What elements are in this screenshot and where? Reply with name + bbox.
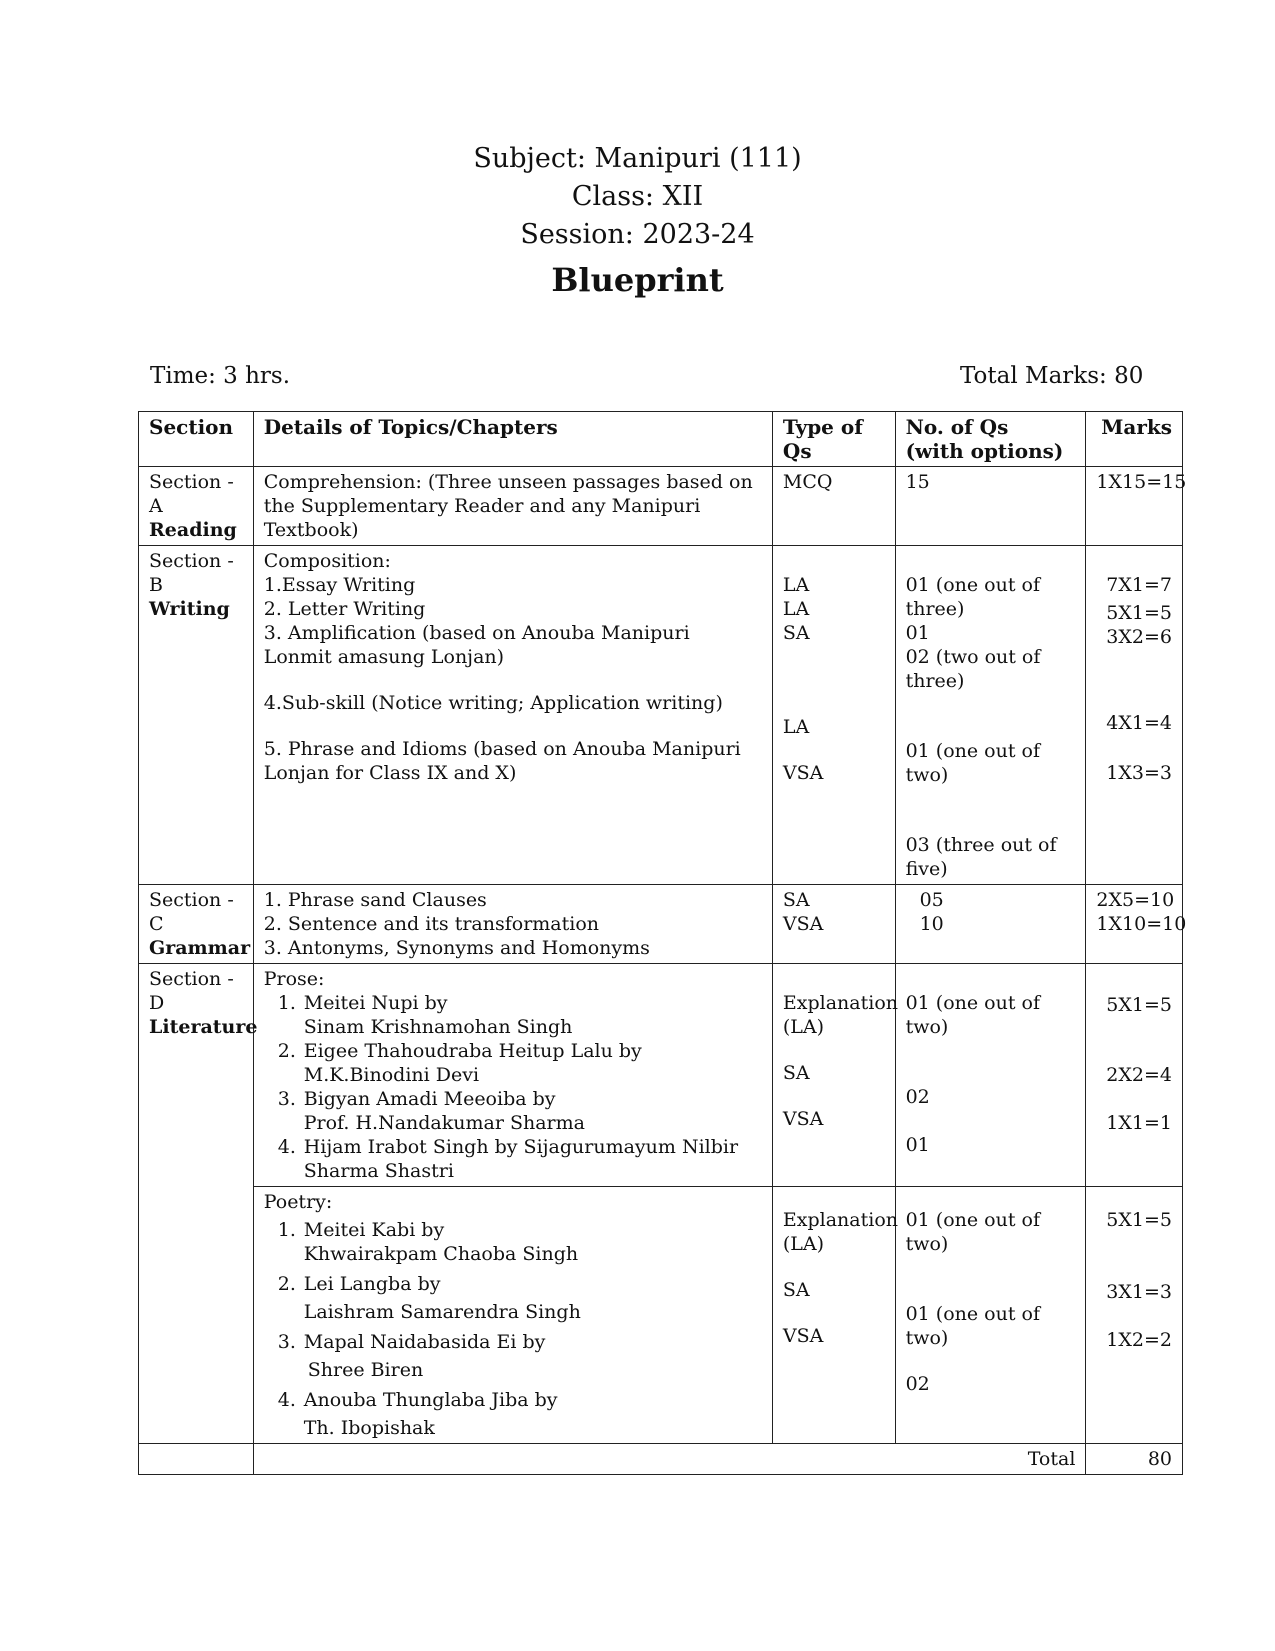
prose-item-1-line2: Sinam Krishnamohan Singh xyxy=(303,1016,573,1038)
prose-item-3-line2: Prof. H.Nandakumar Sharma xyxy=(303,1112,585,1134)
prose-item-4-num: 4. xyxy=(277,1136,296,1158)
section-c-marks1: 2X5=10 xyxy=(1096,889,1175,911)
poetry-type1a: Explanation xyxy=(782,1209,898,1231)
section-d-poetry-details xyxy=(253,1187,772,1444)
section-c-marks2: 1X10=10 xyxy=(1096,913,1187,935)
poetry-item-2-line2: Laishram Samarendra Singh xyxy=(303,1301,581,1323)
section-c-no2: 10 xyxy=(919,913,944,935)
section-c-nos xyxy=(895,885,1086,964)
section-b-types xyxy=(772,546,895,885)
section-b-type3: SA xyxy=(782,622,810,644)
class-line: Class: XII xyxy=(571,181,704,212)
poetry-item-3-line1: Mapal Naidabasida Ei by xyxy=(303,1331,546,1353)
section-b-no3: 02 (two out of three) xyxy=(905,646,1041,692)
poetry-type2: SA xyxy=(782,1279,810,1301)
poetry-item-2-line1: Lei Langba by xyxy=(303,1273,441,1295)
poetry-heading: Poetry: xyxy=(263,1191,333,1213)
section-d-label: Literature xyxy=(149,1016,258,1038)
section-a-cell xyxy=(139,467,254,546)
section-b-name: Section - B xyxy=(149,550,234,596)
poetry-item-4-num: 4. xyxy=(277,1389,296,1411)
section-b-type4: LA xyxy=(782,716,810,738)
poetry-marks2: 3X1=3 xyxy=(1106,1281,1172,1303)
table-row xyxy=(139,467,1183,546)
section-c-label: Grammar xyxy=(149,937,251,959)
section-b-item1: 1.Essay Writing xyxy=(263,574,416,596)
prose-marks3: 1X1=1 xyxy=(1106,1112,1172,1134)
poetry-type1b: (LA) xyxy=(782,1233,825,1255)
section-c-types xyxy=(772,885,895,964)
section-b-no4: 01 (one out of two) xyxy=(905,740,1040,786)
section-a-marks: 1X15=15 xyxy=(1086,467,1183,546)
poetry-item-1-num: 1. xyxy=(277,1219,296,1241)
section-b-no1: 01 (one out of three) xyxy=(905,574,1040,620)
poetry-item-3 xyxy=(264,1330,762,1382)
section-b-item2: 2. Letter Writing xyxy=(263,598,426,620)
section-c-type2: VSA xyxy=(782,913,824,935)
poetry-item-2 xyxy=(264,1272,762,1324)
poetry-item-1-line1: Meitei Kabi by xyxy=(303,1219,445,1241)
section-b-no2: 01 xyxy=(905,622,930,644)
poetry-item-1 xyxy=(264,1218,762,1266)
section-c-marks xyxy=(1086,885,1187,964)
section-b-item5a: 5. Phrase and Idioms (based on Anouba Manipuri xyxy=(263,738,741,760)
section-c-details xyxy=(253,885,772,964)
table-header-row xyxy=(139,412,1183,467)
prose-item-4-line2: Sharma Shastri xyxy=(303,1160,454,1182)
header-marks: Marks xyxy=(1086,412,1183,467)
poetry-item-4-line1: Anouba Thunglaba Jiba by xyxy=(303,1389,558,1411)
page-title: Blueprint xyxy=(551,261,724,299)
section-d-poetry-nos xyxy=(895,1187,1086,1444)
table-row xyxy=(139,1187,1183,1444)
section-d-prose-marks xyxy=(1086,964,1183,1187)
section-b-item4: 4.Sub-skill (Notice writing; Application writing) xyxy=(263,692,723,714)
prose-item-2-line2: M.K.Binodini Devi xyxy=(303,1064,480,1086)
prose-no3: 01 xyxy=(905,1134,930,1156)
prose-no1: 01 (one out of two) xyxy=(905,992,1040,1038)
prose-item-1 xyxy=(264,991,762,1039)
section-b-type1: LA xyxy=(782,574,810,596)
section-b-cell xyxy=(139,546,254,885)
table-row xyxy=(139,546,1183,885)
total-row xyxy=(139,1444,1183,1475)
section-b-item3a: 3. Amplification (based on Anouba Manipuri xyxy=(263,622,690,644)
blueprint-table xyxy=(138,411,1187,1475)
header-section: Section xyxy=(139,412,254,467)
section-b-item5b: Lonjan for Class IX and X) xyxy=(263,762,517,784)
total-empty-cell xyxy=(139,1444,254,1475)
section-b-marks4: 4X1=4 xyxy=(1106,712,1172,734)
section-c-item2: 2. Sentence and its transformation xyxy=(263,913,600,935)
header-details: Details of Topics/Chapters xyxy=(253,412,772,467)
prose-marks2: 2X2=4 xyxy=(1106,1064,1172,1086)
prose-type3: VSA xyxy=(782,1108,824,1130)
prose-item-3-line1: Bigyan Amadi Meeoiba by xyxy=(303,1088,556,1110)
section-a-no: 15 xyxy=(895,467,1086,546)
total-marks-label: Total Marks: 80 xyxy=(960,363,1144,389)
poetry-marks1: 5X1=5 xyxy=(1106,1209,1172,1231)
session-line: Session: 2023-24 xyxy=(520,219,755,250)
document-header xyxy=(0,140,1275,302)
poetry-type3: VSA xyxy=(782,1325,824,1347)
poetry-item-1-line2: Khwairakpam Chaoba Singh xyxy=(303,1243,579,1265)
prose-item-1-num: 1. xyxy=(277,992,296,1014)
section-c-name: Section - C xyxy=(149,889,234,935)
header-no-line2: (with options) xyxy=(905,439,1064,463)
prose-type1b: (LA) xyxy=(782,1016,825,1038)
prose-item-4-line1: Hijam Irabot Singh by Sijagurumayum Nilbir xyxy=(303,1136,739,1158)
poetry-item-3-num: 3. xyxy=(277,1331,296,1353)
prose-type1a: Explanation xyxy=(782,992,898,1014)
prose-item-1-line1: Meitei Nupi by xyxy=(303,992,448,1014)
header-no-line1: No. of Qs xyxy=(905,415,1009,439)
poetry-no1: 01 (one out of two) xyxy=(905,1209,1040,1255)
section-d-name: Section - D xyxy=(149,968,234,1014)
poetry-item-2-num: 2. xyxy=(277,1273,296,1295)
section-b-marks1: 7X1=7 xyxy=(1106,574,1172,596)
section-b-type5: VSA xyxy=(782,762,824,784)
prose-item-2-line1: Eigee Thahoudraba Heitup Lalu by xyxy=(303,1040,642,1062)
section-b-marks xyxy=(1086,546,1183,885)
section-b-marks2: 5X1=5 xyxy=(1106,602,1172,624)
section-d-poetry-types xyxy=(772,1187,898,1444)
section-a-details: Comprehension: (Three unseen passages based on the Supplementary Reader and any Manipuri Textbook) xyxy=(253,467,772,546)
section-d-poetry-marks xyxy=(1086,1187,1183,1444)
section-a-type: MCQ xyxy=(772,467,895,546)
poetry-item-4-line2: Th. Ibopishak xyxy=(303,1417,435,1439)
section-b-heading: Composition: xyxy=(263,550,391,572)
prose-item-4 xyxy=(264,1135,762,1183)
poetry-item-4 xyxy=(264,1388,762,1440)
section-b-marks3: 3X2=6 xyxy=(1106,626,1172,648)
poetry-item-3-line2: Shree Biren xyxy=(307,1359,424,1381)
prose-marks1: 5X1=5 xyxy=(1106,994,1172,1016)
section-b-details xyxy=(253,546,772,885)
header-type: Type of Qs xyxy=(772,412,895,467)
section-b-type2: LA xyxy=(782,598,810,620)
section-d-cell xyxy=(139,964,258,1444)
prose-item-3 xyxy=(264,1087,762,1135)
poetry-no3: 02 xyxy=(905,1373,930,1395)
section-d-prose-nos xyxy=(895,964,1086,1187)
prose-heading: Prose: xyxy=(263,968,325,990)
table-row xyxy=(139,964,1183,1187)
section-b-label: Writing xyxy=(149,598,230,620)
section-b-item3b: Lonmit amasung Lonjan) xyxy=(263,646,505,668)
subject-line: Subject: Manipuri (111) xyxy=(473,143,802,174)
section-a-label: Reading xyxy=(149,519,237,541)
header-no-of-qs xyxy=(895,412,1086,467)
prose-item-3-num: 3. xyxy=(277,1088,296,1110)
prose-type2: SA xyxy=(782,1062,810,1084)
total-label: Total xyxy=(253,1444,1086,1475)
section-c-cell xyxy=(139,885,254,964)
section-b-no5: 03 (three out of five) xyxy=(905,834,1057,880)
table-row xyxy=(139,885,1183,964)
prose-item-2 xyxy=(264,1039,762,1087)
section-d-prose-types xyxy=(772,964,898,1187)
poetry-no2: 01 (one out of two) xyxy=(905,1303,1040,1349)
section-b-nos xyxy=(895,546,1086,885)
prose-no2: 02 xyxy=(905,1086,930,1108)
section-c-item1: 1. Phrase sand Clauses xyxy=(263,889,487,911)
section-a-name: Section - A xyxy=(149,471,234,517)
prose-item-2-num: 2. xyxy=(277,1040,296,1062)
section-b-marks5: 1X3=3 xyxy=(1106,762,1172,784)
time-label: Time: 3 hrs. xyxy=(150,363,291,389)
section-d-prose-details xyxy=(253,964,772,1187)
poetry-marks3: 1X2=2 xyxy=(1106,1329,1172,1351)
total-value: 80 xyxy=(1086,1444,1183,1475)
section-c-no1: 05 xyxy=(919,889,944,911)
section-c-item3: 3. Antonyms, Synonyms and Homonyms xyxy=(263,937,650,959)
section-c-type1: SA xyxy=(782,889,810,911)
